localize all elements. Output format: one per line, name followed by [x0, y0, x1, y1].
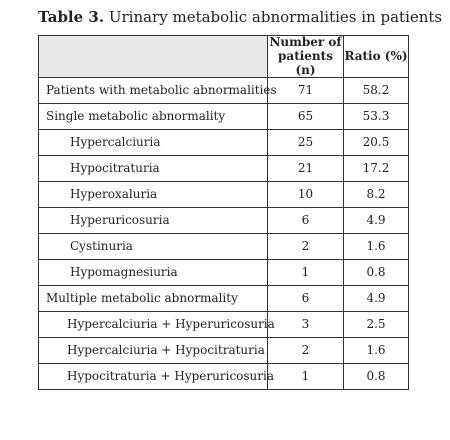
row-count: 71	[268, 78, 344, 104]
row-count: 3	[268, 312, 344, 338]
table-row	[39, 338, 409, 364]
row-label: Patients with metabolic abnormalities	[39, 78, 268, 104]
row-ratio: 53.3	[344, 104, 409, 130]
row-label: Hyperoxaluria	[39, 182, 268, 208]
table-row	[39, 182, 409, 208]
row-ratio: 1.6	[344, 234, 409, 260]
header-ratio: Ratio (%)	[344, 36, 409, 78]
table-number: Table 3.	[38, 8, 105, 26]
metabolic-abnormalities-table	[38, 35, 409, 390]
row-label: Hyperuricosuria	[39, 208, 268, 234]
row-count: 6	[268, 208, 344, 234]
row-ratio: 4.9	[344, 286, 409, 312]
row-label: Cystinuria	[39, 234, 268, 260]
table-row	[39, 208, 409, 234]
table-row	[39, 104, 409, 130]
row-label: Hypomagnesiuria	[39, 260, 268, 286]
row-label: Hypocitraturia	[39, 156, 268, 182]
table-row	[39, 312, 409, 338]
row-ratio: 0.8	[344, 364, 409, 390]
row-count: 10	[268, 182, 344, 208]
row-label: Hypercalciuria + Hyperuricosuria	[39, 312, 268, 338]
row-count: 21	[268, 156, 344, 182]
row-count: 6	[268, 286, 344, 312]
row-ratio: 17.2	[344, 156, 409, 182]
table-row	[39, 260, 409, 286]
row-label: Hypercalciuria + Hypocitraturia	[39, 338, 268, 364]
table-row	[39, 364, 409, 390]
table-title: Urinary metabolic abnormalities in patients	[108, 8, 443, 26]
row-label: Hypocitraturia + Hyperuricosuria	[39, 364, 268, 390]
row-label: Single metabolic abnormality	[39, 104, 268, 130]
row-label: Multiple metabolic abnormality	[39, 286, 268, 312]
row-ratio: 4.9	[344, 208, 409, 234]
header-row	[39, 36, 409, 78]
table-row	[39, 78, 409, 104]
row-count: 25	[268, 130, 344, 156]
table-row	[39, 234, 409, 260]
row-label: Hypercalciuria	[39, 130, 268, 156]
header-blank-cell	[39, 36, 268, 78]
row-ratio: 1.6	[344, 338, 409, 364]
table-row	[39, 156, 409, 182]
row-count: 1	[268, 364, 344, 390]
header-number-of-patients: Number of patients (n)	[269, 35, 342, 77]
row-count: 1	[268, 260, 344, 286]
row-ratio: 2.5	[344, 312, 409, 338]
row-count: 2	[268, 234, 344, 260]
table-row	[39, 286, 409, 312]
row-ratio: 0.8	[344, 260, 409, 286]
row-ratio: 8.2	[344, 182, 409, 208]
row-ratio: 58.2	[344, 78, 409, 104]
table-row	[39, 130, 409, 156]
row-ratio: 20.5	[344, 130, 409, 156]
row-count: 65	[268, 104, 344, 130]
table-caption	[38, 8, 442, 26]
row-count: 2	[268, 338, 344, 364]
